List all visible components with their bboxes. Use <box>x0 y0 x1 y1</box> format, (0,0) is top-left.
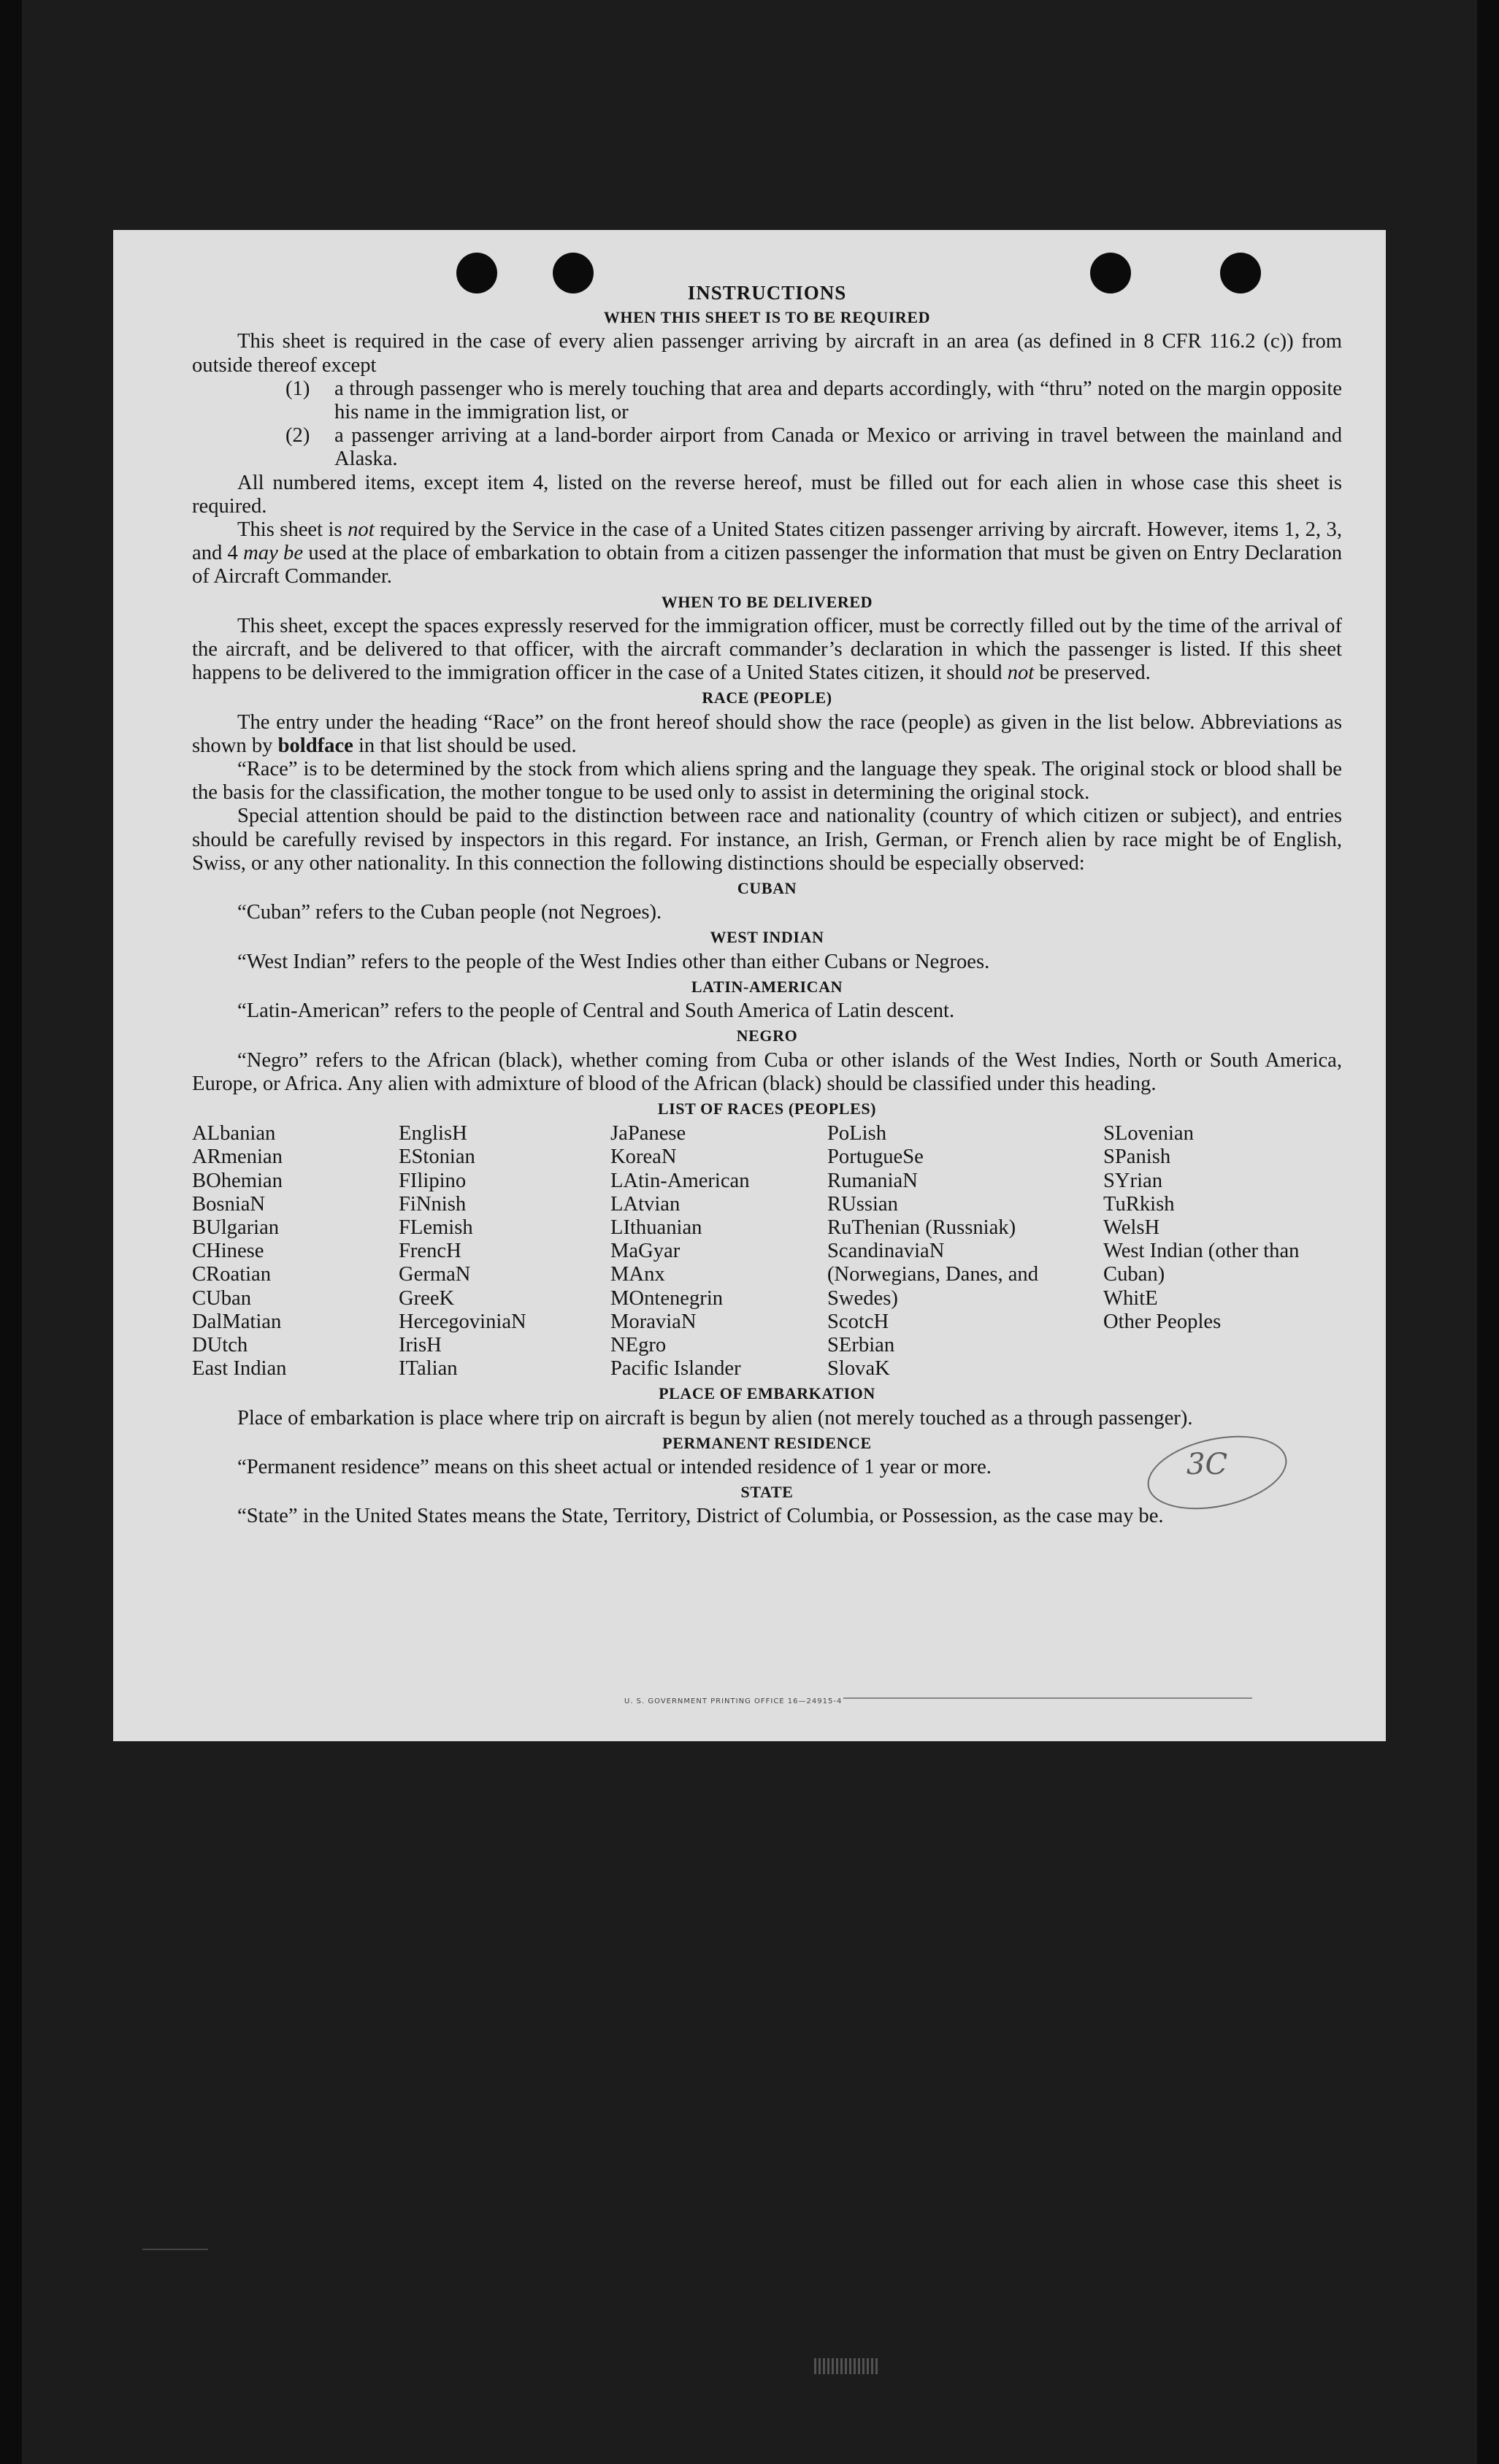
race-entry: DUtch <box>192 1333 248 1356</box>
punch-hole <box>456 253 497 293</box>
punch-holes <box>456 248 1260 299</box>
section-heading-residence: PERMANENT RESIDENCE <box>662 1433 872 1452</box>
race-entry: BosniaN <box>192 1192 266 1216</box>
race-entry: ScotcH <box>827 1310 889 1333</box>
race-entry: Other Peoples <box>1103 1310 1222 1333</box>
paragraph-race-entry <box>192 711 1342 758</box>
text-run: The entry under the heading “Race” on the front hereof should show the race (people) as given in the list below. Abbreviations as shown by <box>192 710 1342 757</box>
exception-list <box>192 377 1342 472</box>
exception-item <box>192 377 1342 424</box>
race-entry: WhitE <box>1103 1286 1158 1310</box>
bold-run: boldface <box>277 734 353 757</box>
race-entry: MaGyar <box>610 1240 681 1263</box>
race-column-3 <box>610 1122 827 1381</box>
race-entry: SErbian <box>827 1333 895 1356</box>
race-entry: BUlgarian <box>192 1216 280 1239</box>
race-column-4 <box>827 1122 1103 1381</box>
paragraph-west-indian: “West Indian” refers to the people of the West Indies other than either Cubans or Negroes. <box>237 950 990 973</box>
race-entry: KoreaN <box>610 1145 677 1169</box>
italic-run: may be <box>243 542 304 565</box>
race-entry: ScandinaviaN (Norwegians, Danes, and Swedes) <box>827 1240 1039 1310</box>
race-entry: WelsH <box>1103 1216 1160 1239</box>
race-column-5 <box>1103 1122 1342 1381</box>
item-number: (2) <box>285 424 310 448</box>
section-heading-when-required: WHEN THIS SHEET IS TO BE REQUIRED <box>603 308 931 327</box>
text-run: be preserved. <box>1039 661 1151 685</box>
race-entry: EStonian <box>399 1145 475 1169</box>
section-heading-state: STATE <box>740 1483 794 1502</box>
race-entry: GermaN <box>399 1263 471 1286</box>
race-entry: HercegoviniaN <box>399 1310 526 1333</box>
race-entry: BOhemian <box>192 1169 283 1192</box>
text-run: This sheet, except the spaces expressly reserved for the immigration officer, must be correctly filled out by the time of the arrival of the aircraft, and be delivered to that officer, with the aircraft commander’s declaration in which the passenger is listed. If this sheet happens to be delivered to the immigration officer in the case of a United States citizen, it should <box>192 614 1342 685</box>
race-entry: PoLish <box>827 1122 887 1145</box>
race-entry: FIlipino <box>399 1169 467 1192</box>
race-entry: LAtvian <box>610 1192 681 1216</box>
paragraph-race-nationality: Special attention should be paid to the distinction between race and nationality (country of which citizen or subject), and entries should be carefully revised by inspectors in this regard. For instance, an Irish, German, or French alien by race might be of English, Swiss, or any other nationality. In this connection the following distinctions should be especially observed: <box>192 805 1342 875</box>
punch-hole <box>1220 253 1261 293</box>
punch-hole <box>553 253 594 293</box>
footer-rule <box>843 1697 1252 1699</box>
race-entry: RUssian <box>827 1192 898 1216</box>
race-column-1 <box>192 1122 399 1381</box>
race-entry: SLovenian <box>1103 1122 1194 1145</box>
text-run: used at the place of embarkation to obtain from a citizen passenger the information that must be given on Entry Declaration of Aircraft Commander. <box>192 542 1343 588</box>
race-entry: ITalian <box>399 1357 458 1381</box>
paragraph-numbered-items: All numbered items, except item 4, listed on the reverse hereof, must be filled out for each alien in whose case this sheet is required. <box>192 471 1342 518</box>
section-heading-cuban: CUBAN <box>737 879 797 898</box>
race-entry: FrencH <box>399 1240 461 1263</box>
race-entry: NEgro <box>610 1333 667 1356</box>
race-entry: FLemish <box>399 1216 473 1239</box>
paragraph-race-stock: “Race” is to be determined by the stock from which aliens spring and the language they speak. The original stock or blood shall be the basis for the classification, the mother tongue to be used only to assist in determining the original stock. <box>192 758 1342 805</box>
paragraph-required-intro: This sheet is required in the case of every alien passenger arriving by aircraft in an area (as defined in 8 CFR 116.2 (c)) from outside thereof except <box>192 330 1342 377</box>
item-text: a passenger arriving at a land-border airport from Canada or Mexico or arriving in travel between the mainland and Alaska. <box>334 424 1342 471</box>
text-run: in that list should be used. <box>358 734 577 757</box>
item-number: (1) <box>285 377 310 400</box>
race-entry: Pacific Islander <box>610 1357 741 1381</box>
race-entry: ARmenian <box>192 1145 283 1169</box>
paragraph-cuban: “Cuban” refers to the Cuban people (not Negroes). <box>237 901 662 924</box>
race-entry: LIthuanian <box>610 1216 702 1239</box>
paragraph-embarkation: Place of embarkation is place where trip on aircraft is begun by alien (not merely touched as a through passenger). <box>237 1406 1193 1429</box>
paragraph-negro: “Negro” refers to the African (black), whether coming from Cuba or other islands of the West Indies, North or South America, Europe, or Africa. Any alien with admixture of blood of the African (black) should be classified under this heading. <box>192 1048 1342 1095</box>
race-entry: CHinese <box>192 1240 264 1263</box>
race-entry: PortugueSe <box>827 1145 924 1169</box>
race-entry: GreeK <box>399 1286 455 1310</box>
italic-run: not <box>1007 661 1035 685</box>
section-heading-race: RACE (PEOPLE) <box>702 688 832 707</box>
race-entry: FiNnish <box>399 1192 467 1216</box>
race-list <box>192 1122 1342 1381</box>
race-entry: TuRkish <box>1103 1192 1175 1216</box>
race-entry: DalMatian <box>192 1310 282 1333</box>
section-heading-latin-american: LATIN-AMERICAN <box>691 977 843 996</box>
paragraph-delivered <box>192 615 1342 686</box>
race-entry: JaPanese <box>610 1122 686 1145</box>
race-entry: EnglisH <box>399 1122 467 1145</box>
section-heading-when-delivered: WHEN TO BE DELIVERED <box>661 592 873 611</box>
film-edge-right <box>1477 0 1499 2464</box>
item-text: a through passenger who is merely touching that area and departs accordingly, with “thru” noted on the margin opposite his name in the immigration list, or <box>334 377 1342 424</box>
race-entry: IrisH <box>399 1333 442 1356</box>
film-scratch <box>142 2249 208 2250</box>
instruction-sheet <box>113 230 1386 1741</box>
film-edge-left <box>0 0 22 2464</box>
text-run: This sheet is <box>237 518 342 542</box>
race-entry: SlovaK <box>827 1357 890 1381</box>
race-entry: RuThenian (Russniak) <box>827 1216 1016 1239</box>
race-entry: SPanish <box>1103 1145 1171 1169</box>
exception-item <box>192 424 1342 471</box>
section-heading-list-of-races: LIST OF RACES (PEOPLES) <box>657 1099 877 1118</box>
race-entry: CUban <box>192 1286 252 1310</box>
race-column-2 <box>399 1122 610 1381</box>
race-entry: West Indian (other than Cuban) <box>1103 1240 1300 1286</box>
paragraph-citizen <box>192 518 1342 589</box>
race-entry: East Indian <box>192 1357 287 1381</box>
race-entry: LAtin-American <box>610 1169 750 1192</box>
page-title: INSTRUCTIONS <box>687 282 847 304</box>
section-heading-west-indian: WEST INDIAN <box>710 928 824 947</box>
race-entry: SYrian <box>1103 1169 1163 1192</box>
paragraph-state: “State” in the United States means the State, Territory, District of Columbia, or Possession, as the case may be. <box>237 1505 1164 1528</box>
punch-hole <box>1090 253 1131 293</box>
handwritten-mark: 3C <box>1186 1448 1228 1481</box>
race-entry: MAnx <box>610 1263 665 1286</box>
race-entry: ALbanian <box>192 1122 276 1145</box>
race-entry: CRoatian <box>192 1263 272 1286</box>
paragraph-latin-american: “Latin-American” refers to the people of Central and South America of Latin descent. <box>237 999 955 1023</box>
race-entry: RumaniaN <box>827 1169 918 1192</box>
italic-run: not <box>348 518 375 542</box>
race-entry: MoraviaN <box>610 1310 697 1333</box>
text-run: required by the Service in the case of a United States citizen passenger arriving by aircraft. However, items 1, 2, 3, and 4 <box>192 518 1342 565</box>
film-frame-mark <box>814 2358 880 2374</box>
race-entry: MOntenegrin <box>610 1286 724 1310</box>
section-heading-embarkation: PLACE OF EMBARKATION <box>659 1384 875 1403</box>
printer-imprint: U. S. GOVERNMENT PRINTING OFFICE 16—24915-4 <box>624 1697 843 1705</box>
paragraph-residence: “Permanent residence” means on this sheet actual or intended residence of 1 year or more. <box>237 1455 992 1478</box>
section-heading-negro: NEGRO <box>736 1026 798 1045</box>
